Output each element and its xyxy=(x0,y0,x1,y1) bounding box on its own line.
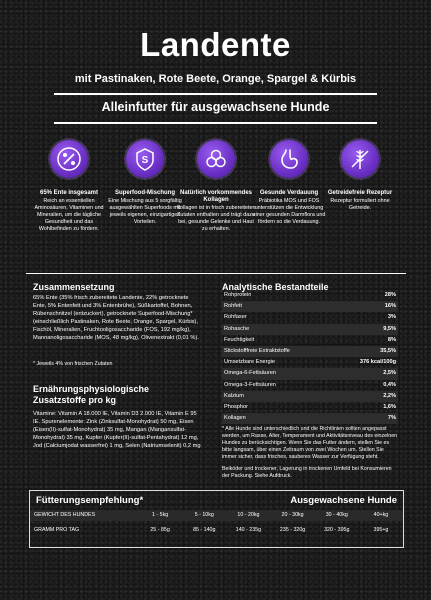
weight-cell: 40+kg xyxy=(373,512,389,518)
feature-text: Eine Mischung aus 5 sorgfältig ausgewählten Superfoods mit jeweils eigenen, einzigartigen Vorteilen. xyxy=(108,198,182,225)
analysis-row: Kalzium 2,2% xyxy=(222,391,398,402)
headline-bottom-rule xyxy=(54,122,377,124)
feature-text: Präbiotika MOS und FOS unterstützen die Entwicklung einer gesunden Darmflora und fördern so die Verdauung. xyxy=(252,198,326,225)
product-subtitle: mit Pastinaken, Rote Beete, Orange, Spargel & Kürbis xyxy=(74,73,357,85)
feature-text: Kollagen ist in frisch zubereiteten Zutaten enthalten und trägt dazu bei, gesunde Gelenke und Haut zu erhalten. xyxy=(176,205,256,232)
analysis-row: Feuchtigkeit 8% xyxy=(224,336,396,343)
feature-text: Rezeptur formuliert ohne Getreide. xyxy=(330,198,390,211)
product-headline: Alleinfutter für ausgewachsene Hunde xyxy=(101,100,330,114)
feature-collagen xyxy=(176,140,256,233)
analysis-row: Phosphor 1,6% xyxy=(224,403,396,410)
analysis-heading: Analytische Bestandteile xyxy=(222,282,329,292)
analysis-row: Rohfaser 3% xyxy=(224,314,396,321)
composition-heading: Zusammensetzung xyxy=(33,282,115,292)
superfood-leaf-icon xyxy=(126,140,164,178)
additives-text: Vitamine: Vitamin A 18.000 IE, Vitamin D3 2.000 IE, Vitamin E 95 IE. Spurenelemente: Zink (Zinksulfat-Monohydrat) 50 mg, Eisen (Eisen(II)-sulfat-Monohydrat) 35 mg, Mangan (Mangansulfat-Monohydrat) 35 mg, Kupfer (Kupfer(II)-sulfat-Pentahydrat) 12 mg, Jod (Calciumjodat wasserfrei) 1 mg, Selen (Natriumselenit) 0,2 mg xyxy=(33,411,201,449)
analysis-row: Stickstofffreie Extraktstoffe 35,5% xyxy=(222,346,398,357)
grams-cell: 25 - 85g xyxy=(150,527,170,533)
weight-cell: 5 - 10kg xyxy=(194,512,214,518)
feeding-title: Fütterungsempfehlung* xyxy=(36,495,144,506)
feature-duck-content xyxy=(29,140,109,233)
weight-cell: 1 - 5kg xyxy=(151,512,169,518)
feature-text: Reich an essentiellen Aminosäuren, Vitaminen und Mineralien, um die tägliche Gesundheit und das Wohlbefinden zu fördern. xyxy=(34,198,104,232)
additives-heading: Ernährungsphysiologische Zusatzstoffe pro kg xyxy=(33,384,150,405)
natural-ingredients-icon xyxy=(197,140,235,178)
grams-row xyxy=(30,525,403,536)
analysis-row: Kollagen 7% xyxy=(222,413,398,424)
analysis-table xyxy=(222,290,398,424)
analysis-footnote: * Alle Hunde sind unterschiedlich und die Richtlinien sollten angepasst werden, um Rasse, Alter, Temperament und Aktivitätsniveau des einzelnen Hundes zu berücksichtigen. Wenn Sie das Futter ändern, stellen Sie es bitte langsam, über einen Zeitraum von zwei Wochen um. Stellen Sie immer sicher, dass frisches, sauberes Wasser zur Verfügung steht. xyxy=(222,426,398,460)
feature-grain-free xyxy=(320,140,400,212)
headline-top-rule xyxy=(54,93,377,95)
weight-label: GEWICHT DES HUNDES xyxy=(34,512,96,518)
feature-title: Superfood-Mischung xyxy=(115,190,175,196)
digestive-stomach-icon xyxy=(270,140,308,178)
weight-row xyxy=(30,510,403,521)
grams-cell: 235 - 320g xyxy=(279,527,306,533)
storage-note: Beiköder und trockener, Lagerung in trockenen Umfeld bei Konsumieren der Packung. Siehe Aufdruck. xyxy=(222,466,392,479)
feature-title: Natürlich vorkommendes Kollagen xyxy=(179,190,253,203)
analysis-row: Umsetzbare Energie 376 kcal/100g xyxy=(224,359,396,366)
analysis-row: Rohprotein 28% xyxy=(224,292,396,298)
composition-text: 65% Ente (35% frisch zubereitete Landente, 22% getrocknete Ente, 5% Entenfett und 3% Entenbrühe), Süßkartoffel, Bohnen, Rübenschnitzel (entzuckert), getrocknete Superfood-Mischung* (einschließlich Pastinaken, Rote Beete, Orange, Spargel, Kürbis), Fischöl, Mineralien, Fruchtooligosaccharide (FOS, 192 mg/kg), Mannanoligosaccharide (MOS, 48 mg/kg), Olivenextrakt (0,01 %). xyxy=(33,295,199,341)
feeding-subtitle: Ausgewachsene Hunde xyxy=(290,495,397,506)
grams-cell: 140 - 235g xyxy=(235,527,262,533)
wheat-icon xyxy=(341,140,379,178)
feature-title: Getreidefreie Rezeptur xyxy=(327,190,393,196)
section-divider xyxy=(26,273,406,274)
weight-cell: 10 - 20kg xyxy=(237,512,260,518)
percent-icon xyxy=(50,140,88,178)
analysis-row: Rohasche 9,5% xyxy=(222,324,398,335)
svg-text:S: S xyxy=(141,155,149,166)
analysis-row: Omega-3-Fettsäuren 0,4% xyxy=(224,381,396,388)
feature-title: Gesunde Verdauung xyxy=(259,190,319,196)
grams-cell: 320 - 395g xyxy=(324,527,350,533)
grams-label: GRAMM PRO TAG xyxy=(34,527,80,533)
feature-superfood xyxy=(105,140,185,226)
feature-title: 65% Ente insgesamt xyxy=(39,190,99,196)
feeding-guide-box xyxy=(29,490,404,548)
grams-cell: 85 - 140g xyxy=(193,527,216,533)
analysis-row: Omega-6-Fettsäuren 2,5% xyxy=(222,368,398,379)
composition-note: * Jeweils 4% von frischen Zutaten xyxy=(33,361,113,367)
product-title: Landente xyxy=(140,26,291,63)
weight-cell: 30 - 40kg xyxy=(325,512,348,518)
feature-digestion xyxy=(249,140,329,226)
grams-cell: 395+g xyxy=(373,527,389,533)
analysis-row: Rohfett 16% xyxy=(222,301,398,312)
weight-cell: 20 - 30kg xyxy=(281,512,304,518)
